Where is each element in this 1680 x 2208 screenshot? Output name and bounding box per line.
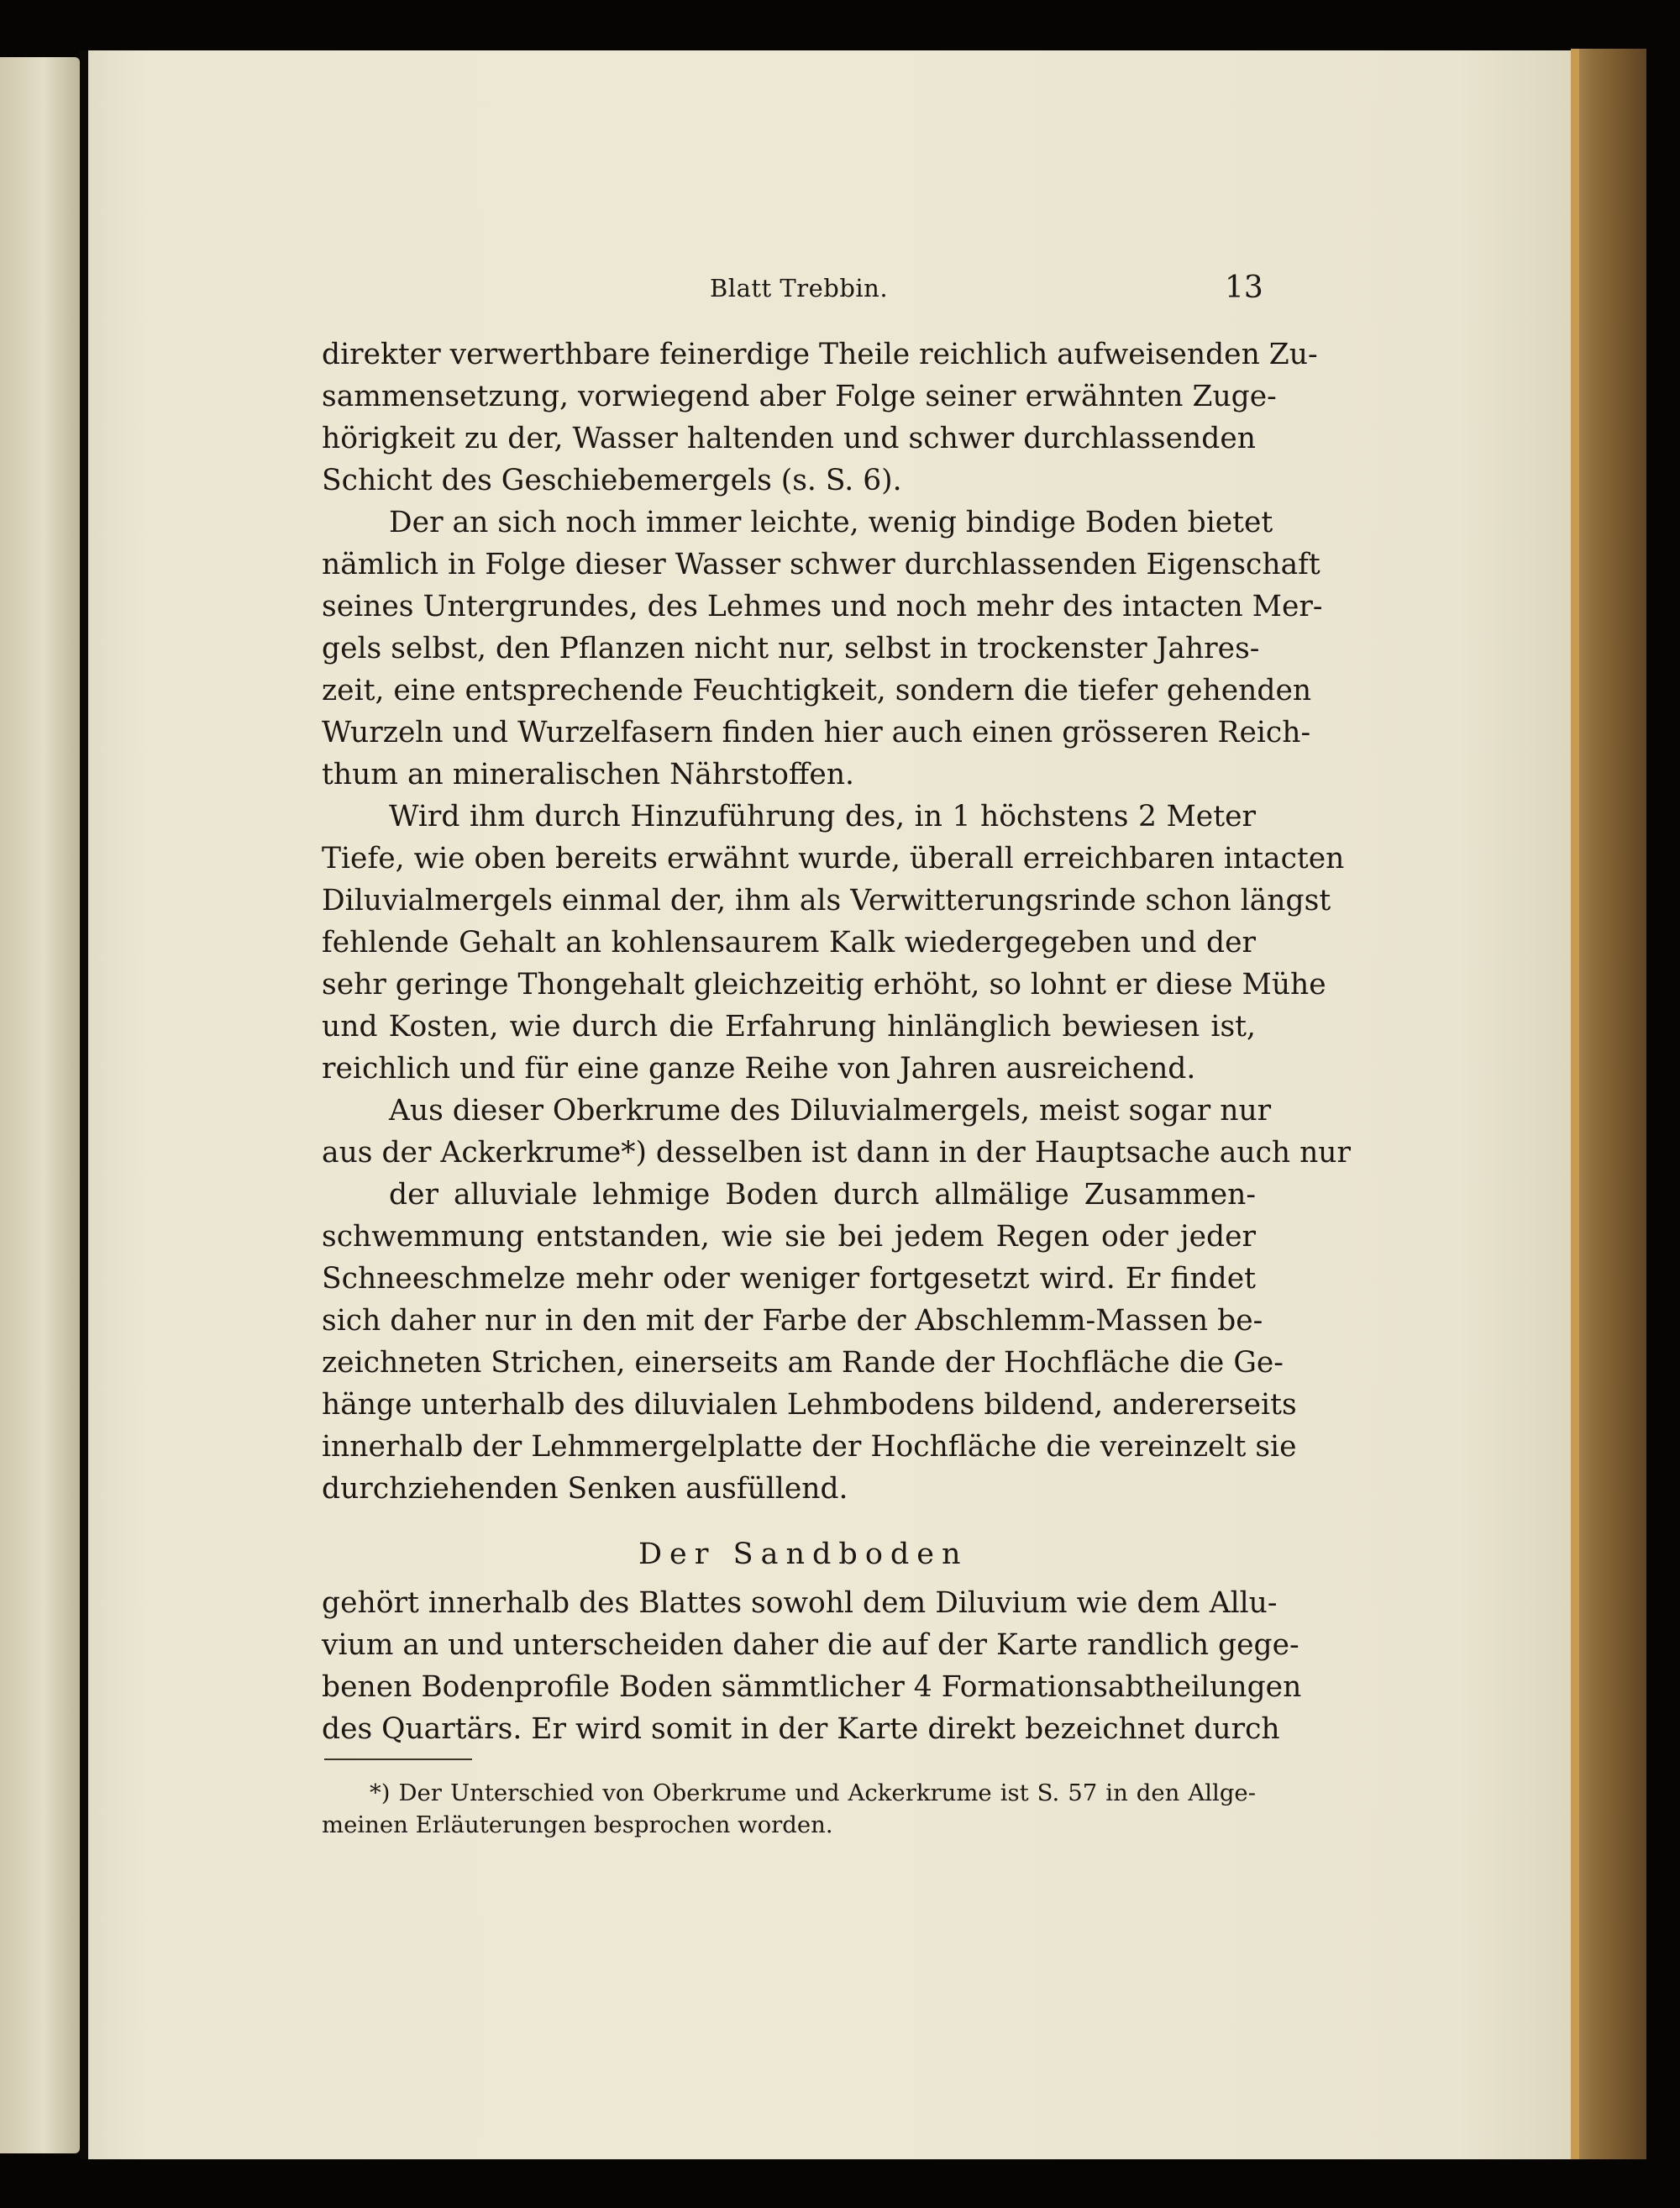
- text-line: hänge unterhalb des diluvialen Lehmbodens bildend, andererseits: [322, 1388, 1297, 1422]
- text-line: Tiefe, wie oben bereits erwähnt wurde, überall erreichbaren intacten: [322, 842, 1345, 875]
- text-line: Der an sich noch immer leichte, wenig bindige Boden bietet: [389, 506, 1273, 539]
- text-line: sehr geringe Thongehalt gleichzeitig erhöht, so lohnt er diese Mühe: [322, 968, 1326, 1001]
- text-line: Aus dieser Oberkrume des Diluvialmergels, meist sogar nur: [389, 1094, 1272, 1128]
- text-line: thum an mineralischen Nährstoffen.: [322, 758, 855, 791]
- text-line: Diluvialmergels einmal der, ihm als Verwitterungsrinde schon längst: [322, 884, 1331, 917]
- text-line: Wurzeln und Wurzelfasern finden hier auch einen grösseren Reich-: [322, 716, 1311, 749]
- text-line: durchziehenden Senken ausfüllend.: [322, 1472, 848, 1506]
- footnote-line: meinen Erläuterungen besprochen worden.: [322, 1811, 833, 1838]
- text-line: und Kosten, wie durch die Erfahrung hinlänglich bewiesen ist,: [322, 1010, 1256, 1044]
- text-line: benen Bodenprofile Boden sämmtlicher 4 Formationsabtheilungen: [322, 1670, 1302, 1704]
- running-header: Blatt Trebbin.: [710, 274, 889, 302]
- page-number: 13: [1225, 271, 1263, 305]
- text-line: schwemmung entstanden, wie sie bei jedem Regen oder jeder: [322, 1220, 1256, 1254]
- text-line: zeichneten Strichen, einerseits am Rande der Hochfläche die Ge-: [322, 1346, 1284, 1380]
- text-line: sich daher nur in den mit der Farbe der Abschlemm-Massen be-: [322, 1304, 1263, 1338]
- text-line: der alluviale lehmige Boden durch allmälige Zusammen-: [389, 1178, 1256, 1212]
- text-line: vium an und unterscheiden daher die auf der Karte randlich gege-: [322, 1628, 1299, 1662]
- text-line: Wird ihm durch Hinzuführung des, in 1 höchstens 2 Meter: [389, 800, 1256, 833]
- text-line: zeit, eine entsprechende Feuchtigkeit, sondern die tiefer gehenden: [322, 674, 1312, 707]
- text-line: des Quartärs. Er wird somit in der Karte direkt bezeichnet durch: [322, 1712, 1280, 1746]
- text-line: aus der Ackerkrume*) desselben ist dann in der Hauptsache auch nur: [322, 1136, 1352, 1170]
- text-line: reichlich und für eine ganze Reihe von Jahren ausreichend.: [322, 1052, 1196, 1086]
- section-heading: Der Sandboden: [638, 1538, 969, 1571]
- text-line: gels selbst, den Pflanzen nicht nur, selbst in trockenster Jahres-: [322, 632, 1260, 665]
- text-line: hörigkeit zu der, Wasser haltenden und schwer durchlassenden: [322, 422, 1256, 455]
- text-line: nämlich in Folge dieser Wasser schwer durchlassenden Eigenschaft: [322, 548, 1320, 581]
- text-line: gehört innerhalb des Blattes sowohl dem Diluvium wie dem Allu-: [322, 1586, 1278, 1620]
- text-line: direkter verwerthbare feinerdige Theile reichlich aufweisenden Zu-: [322, 338, 1318, 371]
- left-page-edge: [0, 57, 80, 2153]
- text-line: seines Untergrundes, des Lehmes und noch mehr des intacten Mer-: [322, 590, 1323, 623]
- footnote-rule: [324, 1759, 472, 1760]
- text-line: sammensetzung, vorwiegend aber Folge seiner erwähnten Zuge-: [322, 380, 1277, 413]
- text-line: innerhalb der Lehmmergelplatte der Hochfläche die vereinzelt sie: [322, 1430, 1297, 1464]
- text-line: Schicht des Geschiebemergels (s. S. 6).: [322, 464, 902, 497]
- text-line: Schneeschmelze mehr oder weniger fortgesetzt wird. Er findet: [322, 1262, 1256, 1296]
- text-line: fehlende Gehalt an kohlensaurem Kalk wiedergegeben und der: [322, 926, 1256, 959]
- page-edge: [1571, 49, 1646, 2159]
- footnote-line: *) Der Unterschied von Oberkrume und Ackerkrume ist S. 57 in den Allge-: [370, 1780, 1256, 1806]
